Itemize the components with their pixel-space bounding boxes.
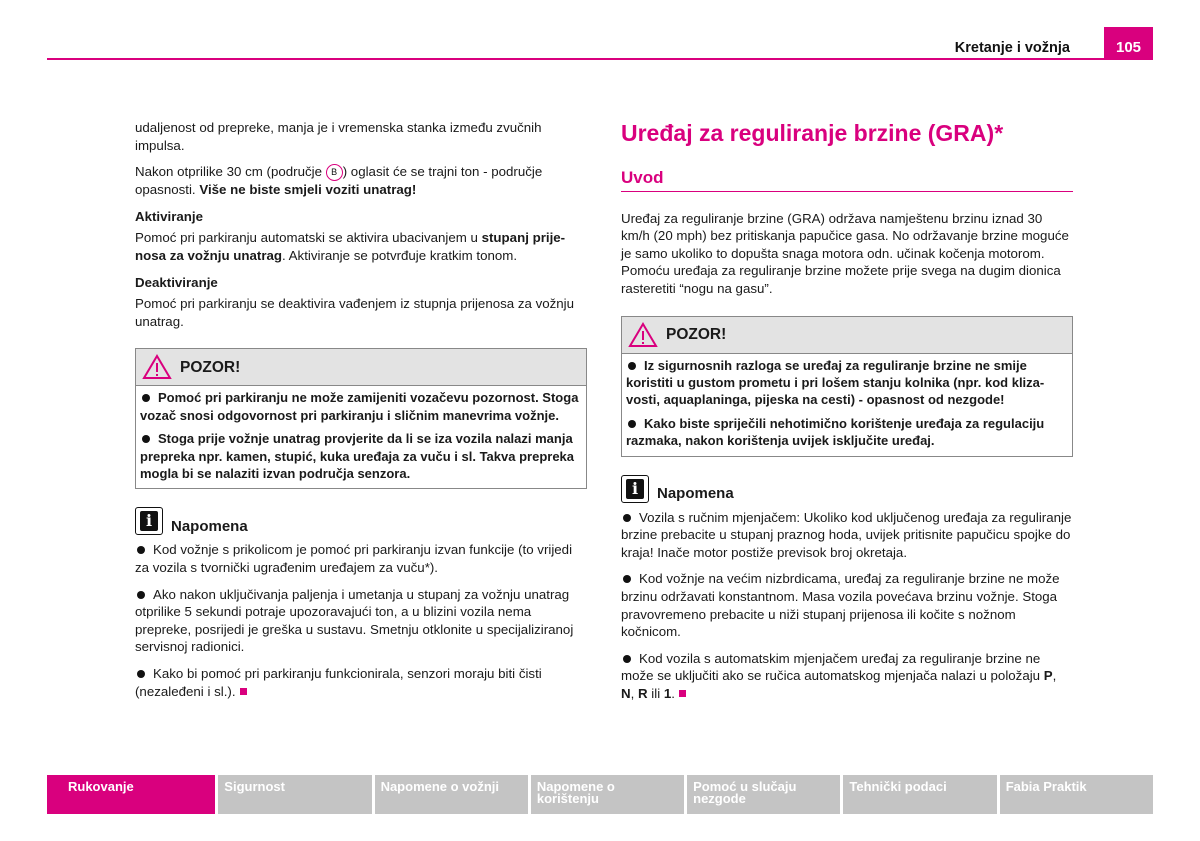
gear-p: P [1043, 668, 1053, 684]
text-fragment: Nakon otprilike 30 cm (područje [135, 164, 326, 180]
warning-header [136, 349, 586, 386]
bullet-icon [623, 655, 631, 663]
note-title: Napomena [171, 517, 248, 535]
bullet-icon [142, 435, 150, 443]
warning-item-text: Kako biste spriječili nehotimično korištenje uređaja za regulaciju razmaka, nakon korištenja uvijek isključite uređaj. [626, 415, 1045, 449]
gear-r: R [638, 685, 648, 701]
warning-box [135, 348, 587, 489]
bullet-icon [628, 362, 636, 370]
header-divider [47, 58, 1153, 60]
note-section [135, 507, 587, 700]
text-fragment: ili [647, 685, 664, 701]
paragraph-continuous-tone [135, 163, 587, 199]
tab-napomene-o-voznji[interactable]: Napomene o vožnji [375, 775, 528, 814]
note-item [621, 650, 1073, 703]
note-item-text: Ako nakon uključivanja paljenja i umetanja u stupanj za vožnju unatrag otprilike 5 sekundi potraje upozoravajući ton, a u blizini vozila nema prepreke, posrijedi je greška u sustavu. Smetnju otklonite u specijaliziranoj servisnoj radionici. [135, 586, 574, 655]
note-header [135, 507, 587, 535]
text-fragment: , [630, 685, 638, 701]
text-fragment: , [1052, 668, 1057, 684]
tab-tehnicki-podaci[interactable]: Tehnički podaci [843, 775, 996, 814]
warning-body [136, 386, 586, 488]
page-number: 105 [1104, 27, 1153, 60]
activation-heading: Aktiviranje [135, 208, 203, 224]
tab-fabia-praktik[interactable]: Fabia Praktik [1000, 775, 1153, 814]
gear-1: 1 [663, 685, 672, 701]
end-marker-icon [679, 690, 686, 697]
tab-sigurnost[interactable]: Sigurnost [218, 775, 371, 814]
text-fragment: . Aktiviranje se potvrđuje kratkim tonom. [282, 247, 518, 263]
note-item [621, 570, 1073, 640]
end-marker-icon [240, 688, 247, 695]
warning-header [622, 317, 1072, 354]
note-item-text: Vozila s ručnim mjenjačem: Ukoliko kod uključenog uređaja za reguliranje brzine prebacite u stupanj praznog hoda, uvijek pritisnite papučicu spojke do kraja! Inače motor postiže previsok broj okretaja. [621, 509, 1072, 560]
warning-title: POZOR! [180, 358, 241, 376]
note-item [621, 509, 1073, 562]
gear-n: N [621, 685, 631, 701]
paragraph-distance: udaljenost od prepreke, manja je i vremenska stanka između zvučnih impulsa. [135, 120, 542, 153]
note-item-text: Kod vožnje s prikolicom je pomoć pri parkiranju izvan funkcije (to vrijedi za vozila s tvornički ugrađenim uređajem za vuču*). [135, 542, 573, 575]
warning-item [140, 389, 580, 424]
chapter-title: Uređaj za reguliranje brzine (GRA)* [621, 120, 1004, 146]
warning-item-text: Iz sigurnosnih razloga se uređaj za reguliranje brzine ne smije koristiti u gustom prometu i pri lošem stanju kolnika (npr. kod klizavosti, aquaplaninga, pijeska na cesti) - opasnost od nezgode! [626, 357, 1045, 408]
text-fragment: ) oglasit će se trajni ton - područje opasnosti. [135, 164, 543, 198]
warning-item [626, 415, 1066, 450]
warning-item-text: Pomoć pri parkiranju ne može zamijeniti vozačevu pozornost. Stoga vozač snosi odgovornost pri parkiranju i sličnim manevrima vožnje. [140, 390, 579, 423]
activation-text [135, 229, 587, 264]
deactivation-heading: Deaktiviranje [135, 274, 218, 290]
bullet-icon [142, 394, 150, 402]
bold-warning-text: Više ne biste smjeli voziti unatrag! [199, 182, 417, 198]
info-icon: i [135, 507, 163, 535]
bullet-icon [137, 670, 145, 678]
info-icon: i [621, 475, 649, 503]
bullet-icon [628, 420, 636, 428]
tab-napomene-o-koristenju[interactable]: Napomene o korištenju [531, 775, 684, 814]
text-fragment: Pomoć pri parkiranju automatski se aktivira ubacivanjem u [135, 230, 482, 246]
tab-rukovanje[interactable]: Rukovanje [47, 775, 215, 814]
left-column [135, 119, 587, 709]
bold-text: stupanj prijenosa za vožnju unatrag [135, 230, 566, 263]
right-column [621, 119, 1073, 712]
note-item [135, 586, 587, 656]
footer-nav [47, 775, 1153, 814]
zone-b-marker: B [326, 164, 343, 181]
bullet-icon [623, 514, 631, 522]
note-item-text: Kod vozila s automatskim mjenjačem uređaj za reguliranje brzine ne može se uključiti ako se ručica automatskog mjenjača nalazi u položaju [621, 650, 1044, 684]
note-item-text: Kako bi pomoć pri parkiranju funkcionirala, senzori moraju biti čisti (nezaleđeni i sl.). [135, 665, 542, 699]
bullet-icon [623, 575, 631, 583]
bullet-icon [137, 591, 145, 599]
intro-paragraph: Uređaj za reguliranje brzine (GRA) održava namještenu brzinu iznad 30 km/h (20 mph) bez pritiskanja papučice gasa. No održavanje brzine moguće je samo ukoliko to dopušta snaga motora odn. učinak kočenja motorom. Pomoću uređaja za reguliranje brzine možete prije svega na dugim dionica rasteretiti “nogu na gasu”. [621, 210, 1069, 296]
text-fragment: . [671, 685, 675, 701]
note-section [621, 475, 1073, 703]
warning-item [626, 357, 1066, 409]
note-header [621, 475, 1073, 503]
note-item-text: Kod vožnje na većim nizbrdicama, uređaj za reguliranje brzine ne može brzinu održavati konstantnom. Masa vozila povećava brzinu vožnje. Stoga pravovremeno prebacite u niži stupanj prijenosa ili kočite s nožnom kočnicom. [621, 571, 1060, 640]
warning-title: POZOR! [666, 325, 727, 343]
warning-triangle-icon [142, 354, 172, 380]
warning-item-text: Stoga prije vožnje unatrag provjerite da li se iza vozila nalazi manja prepreka npr. kamen, stupić, kuka uređaja za vuču i sl. Takva prepreka mogla bi se nalaziti izvan područja senzora. [140, 431, 575, 481]
warning-triangle-icon [628, 322, 658, 348]
section-title: Kretanje i vožnja [954, 40, 1070, 56]
warning-body [622, 354, 1072, 456]
deactivation-text: Pomoć pri parkiranju se deaktivira vađenjem iz stupnja prijenosa za vožnju unatrag. [135, 296, 575, 329]
tab-pomoc-u-slucaju-nezgode[interactable]: Pomoć u slučaju nezgode [687, 775, 840, 814]
note-title: Napomena [657, 485, 734, 502]
section-heading: Uvod [621, 169, 1073, 192]
bullet-icon [137, 546, 145, 554]
note-item [135, 541, 587, 576]
warning-item [140, 430, 580, 482]
note-item [135, 665, 587, 700]
warning-box [621, 316, 1073, 457]
